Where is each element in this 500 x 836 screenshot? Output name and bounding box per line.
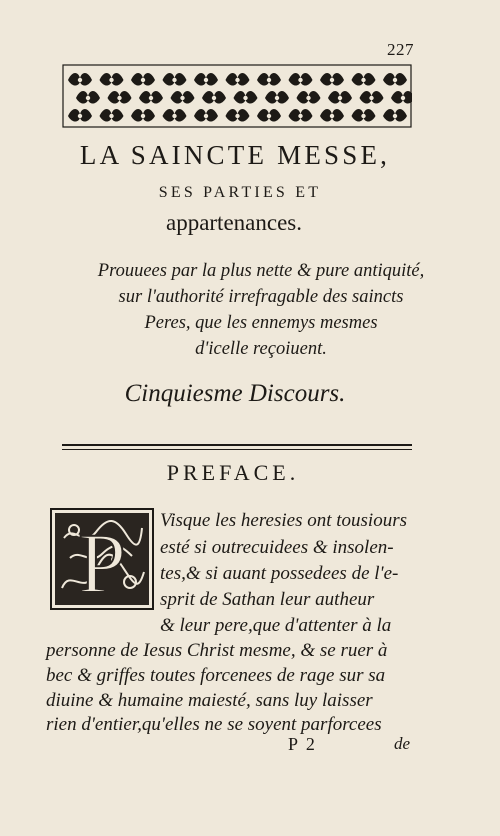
ornament-dot <box>204 114 208 118</box>
ornament-dot <box>298 78 302 82</box>
text-line: esté si outrecuidees & insolen- <box>160 537 394 558</box>
ornament-dot <box>361 78 365 82</box>
text-line: Visque les heresies ont tousiours <box>160 510 407 531</box>
ornament-dot <box>141 114 145 118</box>
ornament-dot <box>275 96 279 100</box>
text-line: bec & griffes toutes forcenees de rage sur sa <box>46 665 386 686</box>
title-description <box>96 258 426 362</box>
ornament-dot <box>212 96 216 100</box>
ornament-dot <box>393 78 397 82</box>
ornament-dot <box>149 96 153 100</box>
ornament-dot <box>401 96 405 100</box>
ornament-dot <box>78 114 82 118</box>
ornament-dot <box>361 114 365 118</box>
section-heading: PREFACE. <box>166 460 300 485</box>
ornament-dot <box>298 114 302 118</box>
horizontal-rule <box>62 444 412 450</box>
ornament-dot <box>109 114 113 118</box>
ornament-dot <box>109 78 113 82</box>
ornament-dot <box>235 114 239 118</box>
text-line: diuine & humaine maiesté, sans luy laisser <box>46 690 373 711</box>
ornament-dot <box>78 78 82 82</box>
page-title: LA SAINCTE MESSE, <box>79 140 391 170</box>
decorative-headpiece <box>62 64 412 128</box>
decorated-initial <box>50 508 154 610</box>
text-line: tes,& si auant possedees de l'e- <box>160 563 399 584</box>
page-number: 227 <box>387 40 414 59</box>
svg-text:P: P <box>78 515 126 610</box>
ornament-dot <box>117 96 121 100</box>
ornament-dot <box>86 96 90 100</box>
description-line: sur l'authorité irrefragable des saincts <box>118 287 404 307</box>
ornament-dot <box>369 96 373 100</box>
discourse-heading: Cinquiesme Discours. <box>124 380 346 407</box>
text-line: personne de Iesus Christ mesme, & se ruer à <box>46 640 388 661</box>
description-line: Peres, que les ennemys mesmes <box>144 313 378 333</box>
description-line: d'icelle reçoiuent. <box>195 339 327 359</box>
ornament-dot <box>235 78 239 82</box>
ornament-dot <box>204 78 208 82</box>
ornament-dot <box>172 78 176 82</box>
ornament-dot <box>306 96 310 100</box>
text-line: rien d'entier,qu'elles ne se soyent parforcees <box>46 714 382 735</box>
subtitle: SES PARTIES ET <box>158 184 322 201</box>
ornament-dot <box>338 96 342 100</box>
description-line: Prouuees par la plus nette & pure antiquité, <box>97 261 425 281</box>
subtitle-continued: appartenances. <box>165 210 302 235</box>
ornament-dot <box>393 114 397 118</box>
ornament-dot <box>267 78 271 82</box>
signature-mark: P 2 <box>288 734 317 754</box>
text-line: & leur pere,que d'attenter à la <box>160 615 392 636</box>
ornament-dot <box>141 78 145 82</box>
ornament-dot <box>330 78 334 82</box>
ornament-dot <box>330 114 334 118</box>
ornament-dot <box>172 114 176 118</box>
ornament-dot <box>180 96 184 100</box>
catchword: de <box>394 734 411 753</box>
text-line: sprit de Sathan leur autheur <box>160 589 375 610</box>
ornament-dot <box>243 96 247 100</box>
ornament-dot <box>267 114 271 118</box>
